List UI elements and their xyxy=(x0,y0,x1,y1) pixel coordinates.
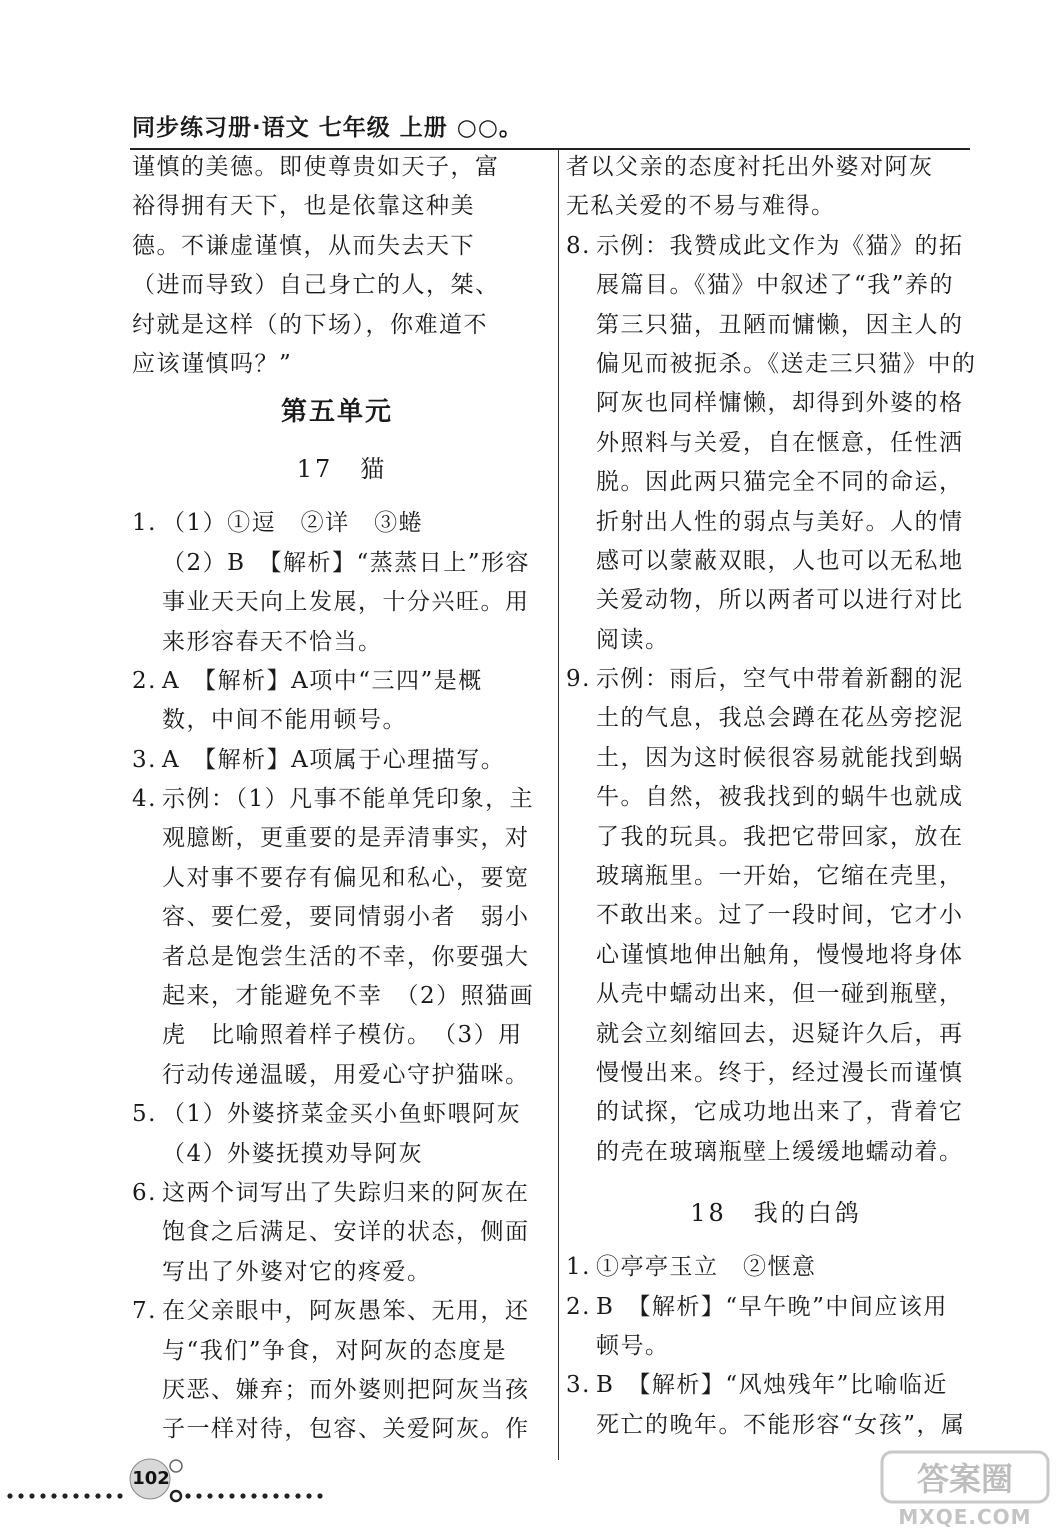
answer-text: （1）①逗 ②详 ③蜷 xyxy=(162,510,424,537)
footer-dot xyxy=(207,1493,212,1498)
answer-line: 从壳中蠕动出来，但一碰到瓶壁， xyxy=(596,981,964,1008)
answer-number: 2. xyxy=(132,667,157,694)
answer-line: 数，中间不能用顿号。 xyxy=(162,707,407,734)
lesson-title: 17 猫 xyxy=(296,455,388,484)
intro-line: （进而导致）自己身亡的人，桀、 xyxy=(132,272,500,299)
answer-text: A 【解析】A项中“三四”是概 xyxy=(162,667,483,694)
footer-dotted-line xyxy=(7,1493,322,1498)
answer-item xyxy=(566,1248,986,1287)
footer-dot xyxy=(185,1493,190,1498)
answer-line: 牛。自然，被我找到的蜗牛也就成 xyxy=(596,784,964,811)
footer-dot xyxy=(40,1493,45,1498)
answer-line xyxy=(132,504,552,543)
page-footer xyxy=(0,1450,340,1510)
continued-line: 无私关爱的不易与难得。 xyxy=(566,193,836,220)
answer-line xyxy=(566,660,986,699)
answer-line: 子一样对待，包容、关爱阿灰。作 xyxy=(162,1416,530,1443)
answer-item xyxy=(566,660,986,1172)
answer-line: 饱食之后满足、安详的状态，侧面 xyxy=(162,1219,530,1246)
answer-line: 阿灰也同样慵懒，却得到外婆的格 xyxy=(596,390,964,417)
footer-dot xyxy=(229,1493,234,1498)
answer-item xyxy=(132,1174,552,1292)
answer-text: ①亭亭玉立 ②惬意 xyxy=(596,1254,817,1281)
footer-dot xyxy=(317,1493,322,1498)
answer-line xyxy=(566,1248,986,1287)
answer-text: 示例：我赞成此文作为《猫》的拓 xyxy=(596,232,964,259)
answer-text: B 【解析】“早午晚”中间应该用 xyxy=(596,1293,948,1320)
answer-line: 与“我们”争食，对阿灰的态度是 xyxy=(162,1337,508,1364)
intro-line: 纣就是这样（的下场），你难道不 xyxy=(132,311,488,338)
answer-number: 4. xyxy=(132,786,157,813)
answer-number: 1. xyxy=(566,1254,591,1281)
answer-number: 2. xyxy=(566,1293,591,1320)
footer-dot xyxy=(240,1493,245,1498)
answer-line xyxy=(132,741,552,780)
answer-number: 5. xyxy=(132,1101,157,1128)
answer-line: 顿号。 xyxy=(596,1332,670,1359)
answer-line: 心谨慎地伸出触角，慢慢地将身体 xyxy=(596,941,964,968)
answer-line: 起来，才能避免不幸 （2）照猫画 xyxy=(162,983,535,1010)
answer-line: 死亡的晚年。不能形容“女孩”，属 xyxy=(596,1411,966,1438)
answer-line: 行动传递温暖，用爱心守护猫咪。 xyxy=(162,1061,530,1088)
answer-text: 示例：雨后，空气中带着新翻的泥 xyxy=(596,666,964,693)
answer-item xyxy=(566,1366,986,1445)
answer-text: （1）外婆挤菜金买小鱼虾喂阿灰 xyxy=(162,1101,522,1128)
footer-dot xyxy=(7,1493,12,1498)
answer-text: 这两个词写出了失踪归来的阿灰在 xyxy=(162,1179,530,1206)
footer-dot xyxy=(73,1493,78,1498)
footer-dot xyxy=(95,1493,100,1498)
answer-text: B 【解析】“风烛残年”比喻临近 xyxy=(596,1372,948,1399)
answer-number: 3. xyxy=(566,1372,591,1399)
footer-dot xyxy=(218,1493,223,1498)
answer-item xyxy=(566,227,986,660)
answer-line: 感可以蒙蔽双眼，人也可以无私地 xyxy=(596,547,964,574)
intro-line: 谨慎的美德。即使尊贵如天子，富 xyxy=(132,154,500,180)
answer-line: 观臆断，更重要的是弄清事实，对 xyxy=(162,825,530,852)
right-column xyxy=(566,148,986,1445)
answer-item xyxy=(132,741,552,780)
answer-line: 土，因为这时候很容易就能找到蜗 xyxy=(596,744,964,771)
footer-dot xyxy=(117,1493,122,1498)
footer-dot xyxy=(251,1493,256,1498)
unit-title: 第五单元 xyxy=(280,397,393,428)
answer-line: 第三只猫，丑陋而慵懒，因主人的 xyxy=(596,311,964,338)
svg-text:MXQE.COM: MXQE.COM xyxy=(898,1505,1032,1529)
answer-item xyxy=(132,780,552,1095)
answer-line: 厌恶、嫌弃；而外婆则把阿灰当孩 xyxy=(162,1376,530,1403)
answer-item xyxy=(132,1095,552,1174)
answer-line xyxy=(132,1174,552,1213)
answer-line: 的试探，它成功地出来了，背着它 xyxy=(596,1099,964,1126)
answer-number: 8. xyxy=(566,232,591,259)
answer-item xyxy=(132,504,552,662)
answer-text: A 【解析】A项属于心理描写。 xyxy=(162,746,506,773)
footer-dot xyxy=(106,1493,111,1498)
answer-text: 示例：（1）凡事不能单凭印象，主 xyxy=(162,786,535,813)
answer-line: 折射出人性的弱点与美好。人的情 xyxy=(596,508,964,535)
watermark-logo xyxy=(880,1450,1050,1530)
answer-text: 在父亲眼中，阿灰愚笨、无用，还 xyxy=(162,1298,530,1325)
answer-line: 脱。因此两只猫完全不同的命运， xyxy=(596,469,964,496)
page-header xyxy=(130,108,970,150)
answer-line: 外照料与关爱，自在惬意，任性洒 xyxy=(596,429,964,456)
continued-line: 者以父亲的态度衬托出外婆对阿灰 xyxy=(566,154,934,180)
answer-line: 写出了外婆对它的疼爱。 xyxy=(162,1258,432,1285)
answer-line: 关爱动物，所以两者可以进行对比 xyxy=(596,587,964,614)
intro-line: 应该谨慎吗？” xyxy=(132,350,293,377)
page-number: 102 xyxy=(132,1468,170,1489)
answer-line: 玻璃瓶里。一开始，它缩在壳里， xyxy=(596,863,964,890)
answer-line xyxy=(132,780,552,819)
left-column xyxy=(132,148,552,1450)
footer-dot xyxy=(284,1493,289,1498)
answer-number: 9. xyxy=(566,666,591,693)
answer-item xyxy=(566,1288,986,1367)
spacer xyxy=(566,1172,986,1184)
answer-line: 虎 比喻照着样子模仿。 （3）用 xyxy=(162,1022,523,1049)
answer-line: （2）B 【解析】“蒸蒸日上”形容 xyxy=(162,549,531,576)
answer-line: 不敢出来。过了一段时间，它才小 xyxy=(596,902,964,929)
answer-line xyxy=(132,1095,552,1134)
footer-dot xyxy=(29,1493,34,1498)
footer-dot xyxy=(18,1493,23,1498)
answer-line xyxy=(566,1288,986,1327)
answer-line: 了我的玩具。我把它带回家，放在 xyxy=(596,823,964,850)
answer-number: 6. xyxy=(132,1179,157,1206)
answer-line xyxy=(132,1292,552,1331)
answer-line: 展篇目。《猫》中叙述了“我”养的 xyxy=(596,272,955,299)
answer-line: 慢慢出来。终于，经过漫长而谨慎 xyxy=(596,1059,964,1086)
intro-line: 裕得拥有天下，也是依靠这种美 xyxy=(132,193,475,220)
column-divider xyxy=(558,150,559,1460)
answer-number: 1. xyxy=(132,510,157,537)
answer-line xyxy=(132,662,552,701)
footer-dot xyxy=(62,1493,67,1498)
footer-dot xyxy=(84,1493,89,1498)
footer-dot xyxy=(262,1493,267,1498)
answer-line: 阅读。 xyxy=(596,626,670,653)
answer-line: 的壳在玻璃瓶壁上缓缓地蠕动着。 xyxy=(596,1138,964,1165)
answer-number: 7. xyxy=(132,1298,157,1325)
answer-line xyxy=(566,1366,986,1405)
answer-line: 就会立刻缩回去，迟疑许久后，再 xyxy=(596,1020,964,1047)
answer-line: 容、要仁爱，要同情弱小者 弱小 xyxy=(162,904,530,931)
answer-line: 人对事不要存有偏见和私心，要宽 xyxy=(162,864,530,891)
answer-line: （4）外婆抚摸劝导阿灰 xyxy=(162,1140,424,1167)
lesson-title: 18 我的白鸽 xyxy=(690,1199,862,1228)
answer-line: 事业天天向上发展，十分兴旺。用 xyxy=(162,589,530,616)
svg-text:答案圈: 答案圈 xyxy=(916,1460,1014,1498)
intro-line: 德。不谦虚谨慎，从而失去天下 xyxy=(132,232,475,259)
answer-item xyxy=(132,1292,552,1450)
answer-line: 偏见而被扼杀。《送走三只猫》中的 xyxy=(596,350,977,377)
footer-dot xyxy=(196,1493,201,1498)
footer-dot xyxy=(51,1493,56,1498)
answer-line: 者总是饱尝生活的不幸，你要强大 xyxy=(162,943,530,970)
answer-number: 3. xyxy=(132,746,157,773)
answer-item xyxy=(132,662,552,741)
footer-dot xyxy=(295,1493,300,1498)
footer-dot xyxy=(306,1493,311,1498)
footer-dot xyxy=(273,1493,278,1498)
answer-line: 土的气息，我总会蹲在花丛旁挖泥 xyxy=(596,705,964,732)
header-title: 同步练习册·语文 七年级 上册 ○○。 xyxy=(132,115,523,141)
answer-line: 来形容春天不恰当。 xyxy=(162,628,383,655)
answer-line xyxy=(566,227,986,266)
